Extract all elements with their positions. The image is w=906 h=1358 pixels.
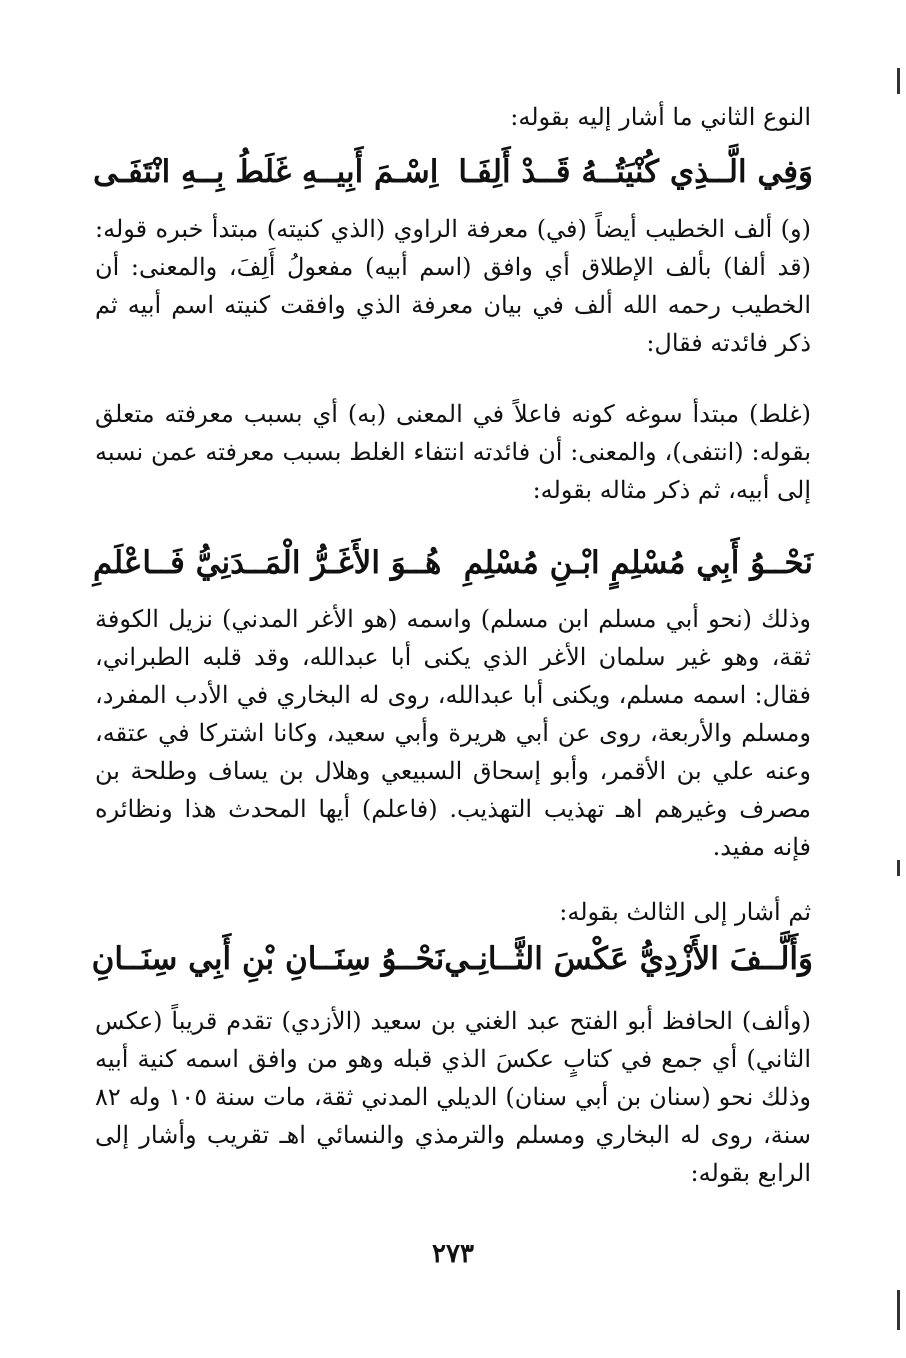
transition-line: ثم أشار إلى الثالث بقوله: bbox=[559, 898, 811, 926]
scan-edge-mark bbox=[897, 860, 900, 876]
scan-edge-mark bbox=[897, 68, 900, 94]
verse-second-hemistich: اِسْـمَ أَبِيــهِ غَلَطُ بِــهِ انْتَفَـى bbox=[93, 154, 439, 190]
verse-first-hemistich: وَأَلَّــفَ الأَزْدِيُّ عَكْسَ الثَّــانِـي bbox=[444, 941, 813, 977]
page-number: ٢٧٣ bbox=[432, 1239, 474, 1269]
commentary-paragraph: (غلط) مبتدأ سوغه كونه فاعلاً في المعنى (به) أي بسبب معرفته متعلق بقوله: (انتفى)، والمعنى: أن فائدته انتفاء الغلط بسبب معرفته عمن نسبه إلى أبيه، ثم ذكر مثاله بقوله: bbox=[95, 400, 811, 504]
verse-second-hemistich: نَحْــوُ سِنَــانِ بْنِ أَبِي سِنَــانِ bbox=[91, 941, 445, 977]
verse-line bbox=[93, 541, 813, 585]
verse-line bbox=[93, 937, 813, 981]
intro-line: النوع الثاني ما أشار إليه بقوله: bbox=[510, 103, 811, 131]
verse-second-hemistich: هُــوَ الأَغَـرُّ الْمَــدَنِيُّ فَــاعْلَمِ bbox=[93, 545, 442, 581]
scan-edge-mark bbox=[897, 1290, 900, 1330]
commentary-paragraph: (و) ألف الخطيب أيضاً (في) معرفة الراوي (الذي كنيته) مبتدأ خبره قوله: (قد ألفا) بألف الإطلاق أي وافق (اسم أبيه) مفعولُ أَلِفَ، والمعنى: أن الخطيب رحمه الله ألف في بيان معرفة الذي وافقت كنيته اسم أبيه ثم ذكر فائدته فقال: bbox=[95, 215, 811, 357]
verse-first-hemistich: وَفِي الَّــذِي كُنْيَتُــهُ قَــدْ أَلِفَـا bbox=[458, 154, 813, 190]
verse-line bbox=[93, 150, 813, 194]
commentary-paragraph: (وألف) الحافظ أبو الفتح عبد الغني بن سعيد (الأزدي) تقدم قريباً (عكس الثاني) أي جمع في كتابٍ عكسَ الذي قبله وهو من وافق اسمه كنية أبيه وذلك نحو (سنان بن أبي سنان) الديلي المدني ثقة، مات سنة ١٠٥ وله ٨٢ سنة، روى له البخاري ومسلم والترمذي والنسائي اهـ تقريب وأشار إلى الرابع بقوله: bbox=[95, 1007, 811, 1187]
commentary-paragraph: وذلك (نحو أبي مسلم ابن مسلم) واسمه (هو الأغر المدني) نزيل الكوفة ثقة، وهو غير سلمان الأغر الذي يكنى أبا عبدالله، وقد قلبه الطبراني، فقال: اسمه مسلم، ويكنى أبا عبدالله، روى له البخاري في الأدب المفرد، ومسلم والأربعة، روى عن أبي هريرة وأبي سعيد، وكانا اشتركا في عتقه، وعنه علي بن الأقمر، وأبو إسحاق السبيعي وهلال بن يساف وطلحة بن مصرف وغيرهم اهـ تهذيب التهذيب. (فاعلم) أيها المحدث هذا ونظائره فإنه مفيد. bbox=[95, 605, 811, 861]
verse-first-hemistich: نَحْــوُ أَبِي مُسْلِمٍ ابْـنِ مُسْلِمِ bbox=[463, 545, 813, 581]
